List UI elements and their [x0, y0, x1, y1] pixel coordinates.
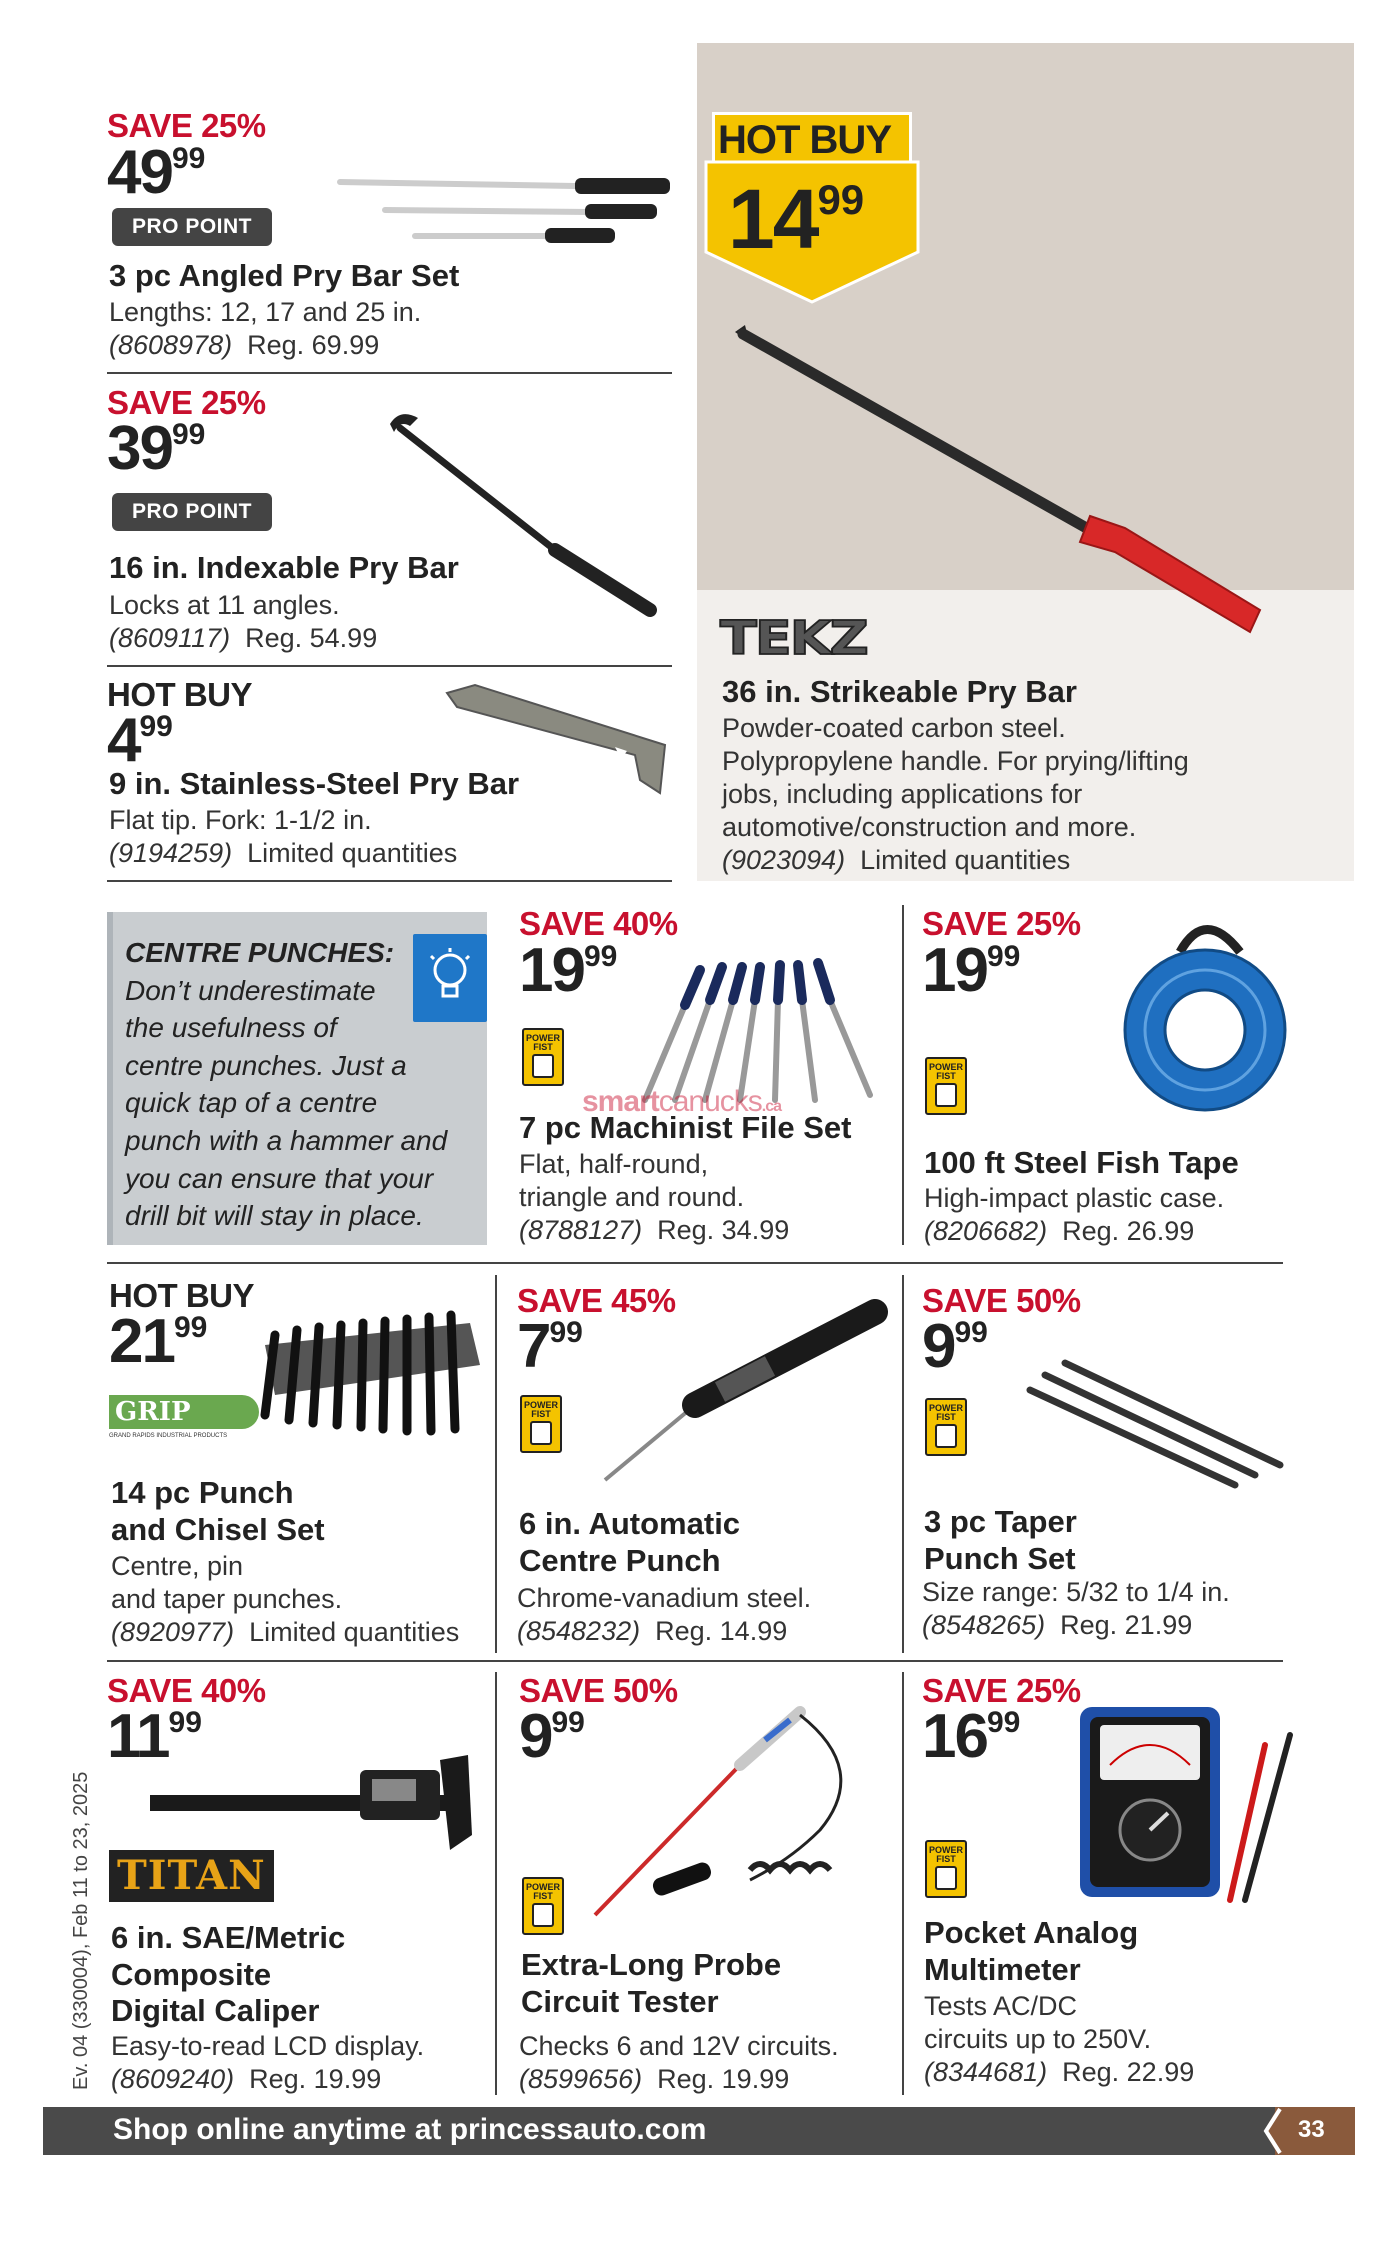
product-desc: Flat, half-round, triangle and round. (8788127) Reg. 34.99	[519, 1149, 790, 1245]
save-badge: SAVE 45%	[517, 1282, 676, 1319]
product-name: 6 in. Automatic Centre Punch	[519, 1506, 741, 1578]
product-sku-line: (8608978) Reg. 69.99	[109, 330, 380, 360]
product-sku-line: (8609117) Reg. 54.99	[109, 623, 378, 653]
divider	[107, 372, 672, 374]
hot-buy-badge: HOT BUY	[107, 676, 252, 713]
divider	[495, 1672, 497, 2095]
sale-price: $11^{99}$	[107, 1702, 202, 1771]
product-desc: Centre, pin and taper punches. (8920977) Limited quantities	[111, 1551, 460, 1647]
analog-multimeter-image	[1080, 1705, 1300, 1905]
product-desc: Lengths: 12, 17 and 25 in.	[109, 297, 422, 327]
product-desc: Flat tip. Fork: 1-1/2 in.	[109, 805, 372, 835]
grip-logo: GRIP GRAND RAPIDS INDUSTRIAL PRODUCTS	[109, 1395, 259, 1447]
product-sku-line: (9194259) Limited quantities	[109, 838, 458, 868]
automatic-centre-punch-image	[600, 1300, 890, 1485]
page-number: 33	[1298, 2116, 1325, 2143]
angled-pry-bar-image	[335, 170, 675, 260]
divider	[107, 665, 672, 667]
smartcanucks-watermark: smartcanucks.ca	[582, 1085, 782, 1118]
product-name: 3 pc Taper Punch Set	[924, 1504, 1077, 1576]
product-desc: Easy-to-read LCD display. (8609240) Reg. 19.99	[111, 2031, 425, 2094]
product-desc: Locks at 11 angles.	[109, 590, 340, 620]
fish-tape-image	[1110, 912, 1300, 1117]
hot-buy-tag: HOT BUY $14^{99}$	[712, 112, 912, 302]
product-desc: Tests AC/DC circuits up to 250V. (8344681) Reg. 22.99	[924, 1991, 1195, 2087]
titan-logo: TITAN	[109, 1850, 274, 1902]
divider	[107, 1262, 1283, 1264]
tekz-logo: TEKZ	[720, 611, 867, 666]
sale-price: $4^{99}$	[107, 706, 173, 775]
power-fist-logo: POWER FIST	[522, 1028, 564, 1086]
product-desc: Size range: 5/32 to 1/4 in. (8548265) Reg. 21.99	[922, 1577, 1230, 1640]
product-name: Extra-Long Probe Circuit Tester	[521, 1947, 782, 2019]
flyer-edition-note: Ev. 04 (330004), Feb 11 to 23, 2025	[70, 1771, 92, 2090]
sale-price: $19^{99}$	[519, 936, 618, 1005]
divider	[902, 1275, 904, 1653]
save-badge: SAVE 25%	[107, 384, 266, 421]
indexable-pry-bar-image	[370, 410, 660, 620]
product-name: 6 in. SAE/Metric Composite Digital Caliper	[111, 1920, 346, 2029]
power-fist-logo: POWER FIST	[522, 1877, 564, 1935]
tip-title: CENTRE PUNCHES:	[125, 937, 395, 968]
sale-price: $16^{99}$	[922, 1702, 1021, 1771]
hot-buy-badge: HOT BUY	[109, 1277, 254, 1314]
sale-price: $39^{99}$	[107, 414, 206, 483]
product-name: 3 pc Angled Pry Bar Set	[109, 258, 460, 293]
power-fist-logo: POWER FIST	[925, 1840, 967, 1898]
sale-price: $9^{99}$	[519, 1702, 585, 1771]
product-name: 16 in. Indexable Pry Bar	[109, 550, 459, 585]
product-name: 36 in. Strikeable Pry Bar	[722, 674, 1077, 709]
taper-punch-set-image	[1020, 1360, 1290, 1500]
sale-price: $49^{99}$	[107, 138, 206, 207]
tip-box: CENTRE PUNCHES: Don’t underestimate the usefulness of centre punches. Just a quick tap of a centre punch with a hammer and you can ensure that your drill bit will stay in place.	[107, 912, 487, 1245]
product-name: 100 ft Steel Fish Tape	[924, 1145, 1239, 1180]
save-badge: SAVE 25%	[922, 905, 1081, 942]
file-set-image	[630, 955, 890, 1105]
divider	[902, 1672, 904, 2095]
sale-price: $14^{99}$	[728, 172, 865, 266]
divider	[107, 1660, 1283, 1662]
product-name: 14 pc Punch and Chisel Set	[111, 1475, 325, 1547]
sale-price: $21^{99}$	[109, 1307, 208, 1376]
product-desc: Chrome-vanadium steel. (8548232) Reg. 14.99	[517, 1583, 812, 1646]
digital-caliper-image	[150, 1755, 475, 1865]
product-desc: Powder-coated carbon steel. Polypropylene handle. For prying/lifting jobs, including applications for automotive/construction and more. (9023094) Limited quantities	[722, 713, 1189, 875]
footer-website-link[interactable]: Shop online anytime at princessauto.com	[113, 2113, 707, 2146]
divider	[902, 905, 904, 1245]
pro-point-logo: PRO POINT	[112, 208, 272, 246]
product-name: Pocket Analog Multimeter	[924, 1915, 1139, 1987]
product-desc: High-impact plastic case. (8206682) Reg. 26.99	[924, 1183, 1225, 1246]
strikeable-pry-bar-image	[735, 320, 1275, 640]
product-desc: Checks 6 and 12V circuits. (8599656) Reg. 19.99	[519, 2031, 839, 2094]
power-fist-logo: POWER FIST	[925, 1398, 967, 1456]
save-badge: SAVE 50%	[922, 1282, 1081, 1319]
footer-bar	[43, 2107, 1355, 2155]
stainless-pry-bar-image	[445, 685, 675, 805]
product-name: 7 pc Machinist File Set	[519, 1110, 852, 1145]
sale-price: $19^{99}$	[922, 936, 1021, 1005]
pro-point-logo: PRO POINT	[112, 493, 272, 531]
divider	[107, 880, 672, 882]
save-badge: SAVE 50%	[519, 1672, 678, 1709]
punch-chisel-set-image	[255, 1305, 485, 1440]
save-badge: SAVE 40%	[107, 1672, 266, 1709]
power-fist-logo: POWER FIST	[520, 1395, 562, 1453]
divider	[495, 1275, 497, 1653]
power-fist-logo: POWER FIST	[925, 1057, 967, 1115]
save-badge: SAVE 25%	[107, 107, 266, 144]
sale-price: $7^{99}$	[517, 1312, 583, 1381]
sale-price: $9^{99}$	[922, 1312, 988, 1381]
product-name: 9 in. Stainless-Steel Pry Bar	[109, 766, 520, 801]
save-badge: SAVE 40%	[519, 905, 678, 942]
save-badge: SAVE 25%	[922, 1672, 1081, 1709]
circuit-tester-image	[590, 1710, 870, 1920]
